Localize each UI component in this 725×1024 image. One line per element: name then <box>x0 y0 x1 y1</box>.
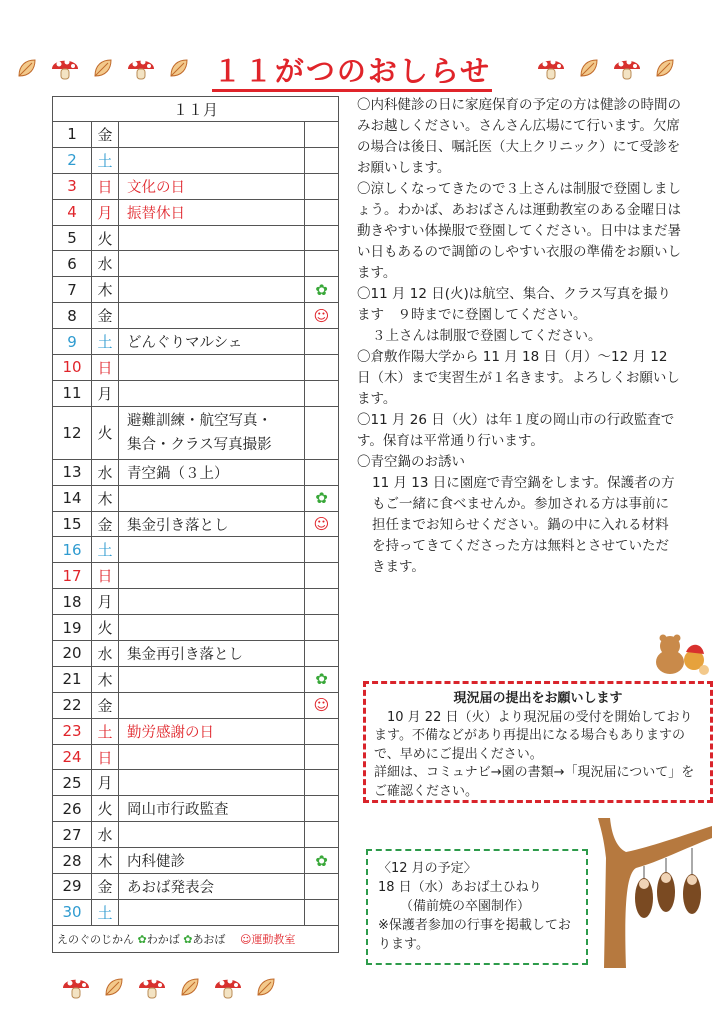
calendar-weekday: 土 <box>92 718 119 744</box>
calendar-weekday: 水 <box>92 251 119 277</box>
calendar-row <box>53 899 339 925</box>
calendar-day: 4 <box>53 199 92 225</box>
notice-photo-day: 〇11 月 12 日(火)は航空、集合、クラス写真を撮ります ９時までに登園してください。 <box>357 286 671 323</box>
calendar-day: 5 <box>53 225 92 251</box>
paint-palette-icon: ✿ <box>315 280 328 299</box>
calendar-row <box>53 589 339 615</box>
report-notice-box <box>363 681 713 803</box>
calendar-event <box>119 355 305 381</box>
autumn-leaf-icon <box>255 976 277 998</box>
calendar-row <box>53 459 339 485</box>
paint-palette-icon: ✿ <box>183 932 193 946</box>
calendar-row <box>53 718 339 744</box>
calendar-legend-row <box>53 925 339 952</box>
calendar-event <box>119 666 305 692</box>
calendar-event: 岡山市行政監査 <box>119 796 305 822</box>
calendar-mark <box>305 122 339 148</box>
legend-wakaba: わかば <box>146 932 180 946</box>
december-heading: 〈12 月の予定〉 <box>378 861 477 876</box>
calendar-event <box>119 744 305 770</box>
mushroom-icon <box>50 55 80 81</box>
calendar-day: 17 <box>53 563 92 589</box>
calendar-day: 13 <box>53 459 92 485</box>
calendar-day: 23 <box>53 718 92 744</box>
calendar-day: 25 <box>53 770 92 796</box>
calendar-weekday: 日 <box>92 744 119 770</box>
calendar-row <box>53 537 339 563</box>
legend-label: えのぐのじかん <box>57 932 134 946</box>
calendar-mark <box>305 251 339 277</box>
notice-trainee: 〇倉敷作陽大学から 11 月 18 日（月）～12 月 12 日（木）まで実習生が１名きます。よろしくお願いします。 <box>357 349 680 407</box>
calendar-weekday: 日 <box>92 563 119 589</box>
calendar-event <box>119 147 305 173</box>
calendar-mark <box>305 874 339 900</box>
calendar-mark <box>305 485 339 511</box>
calendar-event: 勤労感謝の日 <box>119 718 305 744</box>
mushroom-icon <box>213 974 243 1000</box>
smiley-face-icon: ☺ <box>239 932 252 946</box>
calendar-event <box>119 692 305 718</box>
calendar-row <box>53 173 339 199</box>
calendar-day: 29 <box>53 874 92 900</box>
report-body: 10 月 22 日（火）より現況届の受付を開始しております。不備などがあり再提出になる場合もありますので、早めにご提出ください。 <box>374 709 693 762</box>
autumn-leaf-icon <box>103 976 125 998</box>
calendar-event <box>119 122 305 148</box>
calendar-event <box>119 615 305 641</box>
december-line1: 18 日（水）あおば土ひねり <box>378 880 542 895</box>
calendar-event <box>119 563 305 589</box>
autumn-leaf-icon <box>179 976 201 998</box>
calendar-row <box>53 641 339 667</box>
paint-palette-icon: ✿ <box>315 670 328 689</box>
calendar-mark <box>305 563 339 589</box>
calendar-day: 14 <box>53 485 92 511</box>
report-detail: 詳細は、コミュナビ→園の書類→「現況届について」をご確認ください。 <box>374 765 695 799</box>
calendar-weekday: 月 <box>92 770 119 796</box>
calendar-event: 青空鍋（３上） <box>119 459 305 485</box>
calendar-weekday: 火 <box>92 796 119 822</box>
calendar-event <box>119 406 305 459</box>
calendar-row <box>53 796 339 822</box>
calendar-mark <box>305 147 339 173</box>
calendar-row <box>53 303 339 329</box>
december-schedule-box <box>366 849 588 965</box>
notice-inspection: 〇11 月 26 日（火）は年１度の岡山市の行政監査です。保育は平常通り行います。 <box>357 412 675 449</box>
tree-with-persimmons-icon <box>596 818 714 968</box>
calendar-mark <box>305 744 339 770</box>
calendar-event <box>119 277 305 303</box>
calendar-weekday: 土 <box>92 537 119 563</box>
calendar-mark <box>305 303 339 329</box>
calendar-weekday: 月 <box>92 380 119 406</box>
calendar-day: 7 <box>53 277 92 303</box>
calendar-weekday: 火 <box>92 406 119 459</box>
calendar-mark <box>305 225 339 251</box>
calendar-row <box>53 770 339 796</box>
calendar-legend <box>53 925 339 952</box>
calendar-mark <box>305 718 339 744</box>
notice-photo-uniform: ３上さんは制服で登園してください。 <box>372 328 602 344</box>
calendar-day: 24 <box>53 744 92 770</box>
calendar-event: どんぐりマルシェ <box>119 329 305 355</box>
notice-nabe-heading: 〇青空鍋のお誘い <box>357 454 465 470</box>
smiley-face-icon: ☺ <box>313 306 330 325</box>
calendar-row <box>53 199 339 225</box>
calendar-weekday: 火 <box>92 615 119 641</box>
calendar-event <box>119 589 305 615</box>
calendar-day: 8 <box>53 303 92 329</box>
calendar-event: 集金引き落とし <box>119 511 305 537</box>
calendar-day: 18 <box>53 589 92 615</box>
report-heading: 現況届の提出をお願いします <box>453 691 623 706</box>
calendar-weekday: 木 <box>92 277 119 303</box>
calendar-day: 10 <box>53 355 92 381</box>
calendar-row <box>53 329 339 355</box>
calendar-day: 27 <box>53 822 92 848</box>
calendar-weekday: 日 <box>92 355 119 381</box>
calendar-row <box>53 666 339 692</box>
calendar-mark <box>305 666 339 692</box>
calendar-mark <box>305 199 339 225</box>
bottom-decoration <box>55 974 283 1000</box>
paint-palette-icon: ✿ <box>315 489 328 508</box>
calendar-mark <box>305 848 339 874</box>
calendar-day: 26 <box>53 796 92 822</box>
calendar-row <box>53 563 339 589</box>
calendar-event <box>119 380 305 406</box>
calendar-row <box>53 225 339 251</box>
smiley-face-icon: ☺ <box>313 515 330 534</box>
calendar-event <box>119 899 305 925</box>
calendar-mark <box>305 537 339 563</box>
calendar-mark <box>305 822 339 848</box>
calendar-mark <box>305 692 339 718</box>
paint-palette-icon: ✿ <box>137 932 147 946</box>
calendar-weekday: 火 <box>92 225 119 251</box>
calendar-event <box>119 537 305 563</box>
calendar-event: 内科健診 <box>119 848 305 874</box>
legend-aoba: あおば <box>192 932 226 946</box>
calendar-mark <box>305 615 339 641</box>
calendar-weekday: 金 <box>92 874 119 900</box>
mushroom-icon <box>536 55 566 81</box>
calendar-event <box>119 303 305 329</box>
calendar-weekday: 木 <box>92 848 119 874</box>
notice-uniform: 〇涼しくなってきたので３上さんは制服で登園しましょう。わかば、あおばさんは運動教室のある金曜日は動きやすい体操服で登園してください。日中はまだ暑い日もあるので調節のしやすい衣服の準備をお願いします。 <box>357 181 681 281</box>
calendar-weekday: 月 <box>92 199 119 225</box>
autumn-leaf-icon <box>92 57 114 79</box>
notice-nabe-body: 11 月 13 日に園庭で青空鍋をします。保護者の方もご一緒に食べませんか。参加される方は事前に担任までお知らせください。鍋の中に入れる材料を持ってきてくださった方は無料とさせていただきます。 <box>372 475 675 575</box>
calendar-day: 30 <box>53 899 92 925</box>
calendar-event: あおば発表会 <box>119 874 305 900</box>
calendar-mark <box>305 277 339 303</box>
bear-illustration-icon <box>650 630 712 678</box>
calendar-row <box>53 692 339 718</box>
calendar-mark <box>305 380 339 406</box>
calendar-row <box>53 874 339 900</box>
december-line2: （備前焼の卒園制作） <box>400 899 531 914</box>
calendar-weekday: 木 <box>92 666 119 692</box>
calendar-weekday: 日 <box>92 173 119 199</box>
calendar-day: 19 <box>53 615 92 641</box>
calendar-day: 20 <box>53 641 92 667</box>
smiley-face-icon: ☺ <box>313 696 330 715</box>
mushroom-icon <box>61 974 91 1000</box>
calendar-event: 文化の日 <box>119 173 305 199</box>
calendar-weekday: 水 <box>92 459 119 485</box>
calendar-weekday: 金 <box>92 122 119 148</box>
calendar-day: 12 <box>53 406 92 459</box>
notice-health-check: 〇内科健診の日に家庭保育の予定の方は健診の時間のみお越しください。さんさん広場にて行います。欠席の場合は後日、嘱託医（大上クリニック）にて受診をお願いします。 <box>357 97 681 176</box>
calendar-mark <box>305 641 339 667</box>
calendar-mark <box>305 355 339 381</box>
notices-column <box>357 95 682 578</box>
calendar-event: 集金再引き落とし <box>119 641 305 667</box>
mushroom-icon <box>612 55 642 81</box>
autumn-leaf-icon <box>16 57 38 79</box>
autumn-leaf-icon <box>578 57 600 79</box>
calendar-row <box>53 122 339 148</box>
calendar-day: 15 <box>53 511 92 537</box>
calendar-mark <box>305 459 339 485</box>
calendar-weekday: 金 <box>92 303 119 329</box>
december-note: ※保護者参加の行事を掲載しております。 <box>378 918 571 952</box>
calendar-weekday: 水 <box>92 641 119 667</box>
calendar-event <box>119 770 305 796</box>
calendar-row <box>53 848 339 874</box>
calendar-day: 1 <box>53 122 92 148</box>
autumn-leaf-icon <box>654 57 676 79</box>
page-title: １１がつのおしらせ <box>212 54 492 88</box>
calendar-day: 21 <box>53 666 92 692</box>
calendar-weekday: 水 <box>92 822 119 848</box>
calendar-row <box>53 380 339 406</box>
top-right-decoration <box>530 55 682 81</box>
top-left-decoration <box>10 55 196 81</box>
calendar-day: 2 <box>53 147 92 173</box>
calendar-event-line: 避難訓練・航空写真・ <box>127 412 272 429</box>
calendar-weekday: 金 <box>92 692 119 718</box>
calendar-day: 3 <box>53 173 92 199</box>
calendar-row <box>53 147 339 173</box>
calendar-row <box>53 615 339 641</box>
calendar-row <box>53 822 339 848</box>
calendar-mark <box>305 796 339 822</box>
november-calendar <box>52 96 339 953</box>
calendar-row <box>53 485 339 511</box>
calendar-mark <box>305 406 339 459</box>
calendar-mark <box>305 770 339 796</box>
calendar-day: 6 <box>53 251 92 277</box>
calendar-mark <box>305 589 339 615</box>
calendar-mark <box>305 511 339 537</box>
title-underline <box>212 89 492 92</box>
paint-palette-icon: ✿ <box>315 851 328 870</box>
calendar-day: 28 <box>53 848 92 874</box>
calendar-row <box>53 277 339 303</box>
calendar-row <box>53 406 339 459</box>
calendar-weekday: 土 <box>92 899 119 925</box>
month-header: １１月 <box>53 97 339 122</box>
calendar-row <box>53 355 339 381</box>
calendar-event <box>119 225 305 251</box>
calendar-mark <box>305 899 339 925</box>
calendar-weekday: 土 <box>92 147 119 173</box>
calendar-row <box>53 511 339 537</box>
calendar-weekday: 月 <box>92 589 119 615</box>
calendar-day: 22 <box>53 692 92 718</box>
mushroom-icon <box>137 974 167 1000</box>
calendar-day: 11 <box>53 380 92 406</box>
calendar-day: 16 <box>53 537 92 563</box>
calendar-mark <box>305 329 339 355</box>
calendar-event-line: 集合・クラス写真撮影 <box>127 436 272 453</box>
calendar-weekday: 土 <box>92 329 119 355</box>
calendar-event <box>119 251 305 277</box>
calendar-event <box>119 822 305 848</box>
calendar-row <box>53 744 339 770</box>
calendar-day: 9 <box>53 329 92 355</box>
mushroom-icon <box>126 55 156 81</box>
autumn-leaf-icon <box>168 57 190 79</box>
calendar-weekday: 金 <box>92 511 119 537</box>
calendar-event <box>119 485 305 511</box>
calendar-weekday: 木 <box>92 485 119 511</box>
legend-undou: 運動教室 <box>251 932 296 946</box>
calendar-mark <box>305 173 339 199</box>
calendar-event: 振替休日 <box>119 199 305 225</box>
calendar-row <box>53 251 339 277</box>
